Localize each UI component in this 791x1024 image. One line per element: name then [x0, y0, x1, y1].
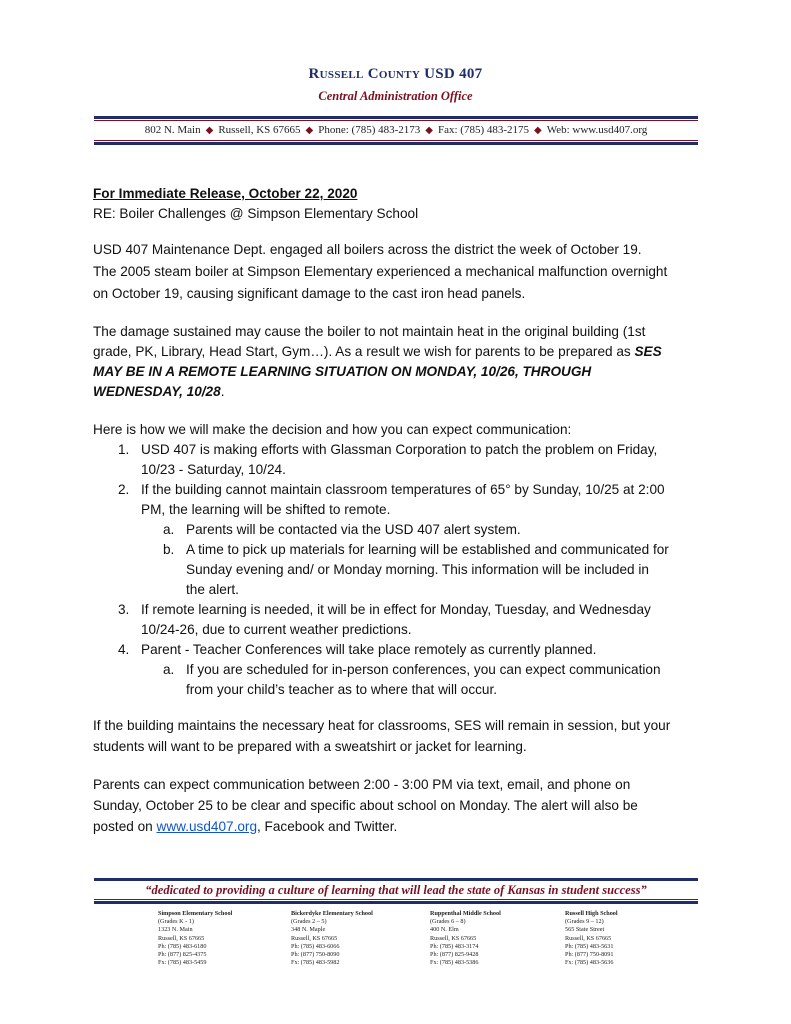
- paragraph-2-line-4: WEDNESDAY, 10/28.: [93, 384, 225, 399]
- footer-rule-thin: [94, 899, 698, 900]
- contact-phone: Phone: (785) 483-2173: [318, 124, 421, 136]
- paragraph-2-line-2: grade, PK, Library, Head Start, Gym…). As a result we wish for parents to be prepared as SES: [93, 344, 662, 359]
- header-rule-top: [94, 116, 698, 119]
- list-intro: Here is how we will make the decision and how you can expect communication:: [93, 422, 572, 437]
- paragraph-5-line-1: Parents can expect communication between 2:00 - 3:00 PM via text, email, and phone on: [93, 777, 631, 792]
- paragraph-5-line-2: Sunday, October 25 to be clear and specific about school on Monday. The alert will also be: [93, 798, 638, 813]
- list-letter-4a: a.: [163, 662, 175, 677]
- list-item-3-line-1: If remote learning is needed, it will be in effect for Monday, Tuesday, and Wednesday: [141, 602, 651, 617]
- school-block-simpson: Simpson Elementary School (Grades K - 1) 1323 N. Main Russell, KS 67665 Ph: (785) 483-6180 Ph: (877) 825-4375 Fx: (785) 483-5459: [158, 910, 233, 967]
- diamond-icon: ◆: [305, 125, 314, 136]
- list-number-1: 1.: [118, 442, 130, 457]
- list-item-3-line-2: 10/24-26, due to current weather predictions.: [141, 622, 412, 637]
- diamond-icon: ◆: [425, 125, 433, 136]
- list-number-3: 3.: [118, 602, 130, 617]
- re-line: RE: Boiler Challenges @ Simpson Elementary School: [93, 206, 419, 221]
- paragraph-5-line-3: posted on www.usd407.org, Facebook and Twitter.: [93, 819, 398, 834]
- school-block-ruppenthal: Ruppenthal Middle School (Grades 6 – 8) 400 N. Elm Russell, KS 67665 Ph: (785) 483-3174 Ph: (877) 825-9428 Fx: (785) 483-5386: [430, 910, 501, 967]
- paragraph-4-line-1: If the building maintains the necessary heat for classrooms, SES will remain in session, but your: [93, 718, 671, 733]
- list-number-4: 4.: [118, 642, 130, 657]
- list-item-1-line-1: USD 407 is making efforts with Glassman Corporation to patch the problem on Friday,: [141, 442, 658, 457]
- motto: “dedicated to providing a culture of learning that will lead the state of Kansas in student success”: [145, 883, 647, 897]
- contact-city: Russell, KS 67665: [218, 124, 301, 136]
- school-block-russell-high: Russell High School (Grades 9 – 12) 565 State Street Russell, KS 67665 Ph: (785) 483-5631 Ph: (877) 750-8091 Fx: (785) 483-5636: [565, 910, 618, 967]
- paragraph-1-line-2: The 2005 steam boiler at Simpson Elementary experienced a mechanical malfunction overnight: [93, 264, 668, 279]
- list-item-4a-line-2: from your child’s teacher as to where that will occur.: [186, 682, 498, 697]
- paragraph-2-line-3: MAY BE IN A REMOTE LEARNING SITUATION ON MONDAY, 10/26, THROUGH: [93, 364, 592, 379]
- school-block-bickerdyke: Bickerdyke Elementary School (Grades 2 – 5) 348 N. Maple Russell, KS 67665 Ph: (785) 483-6066 Ph: (877) 750-8090 Fx: (785) 483-5982: [291, 910, 373, 967]
- release-heading: For Immediate Release, October 22, 2020: [93, 186, 358, 201]
- list-letter-2a: a.: [163, 522, 175, 537]
- header-rule-bottom: [94, 142, 698, 145]
- list-item-2-line-1: If the building cannot maintain classroom temperatures of 65° by Sunday, 10/25 at 2:00: [141, 482, 665, 497]
- contact-address: 802 N. Main: [144, 124, 201, 136]
- list-item-2b-line-2: Sunday evening and/ or Monday morning. This information will be included in: [186, 562, 649, 577]
- header-rule-top-thin: [94, 120, 698, 121]
- header-rule-bottom-thin: [94, 140, 698, 141]
- list-item-2-line-2: PM, the learning will be shifted to remote.: [141, 502, 391, 517]
- list-item-4a-line-1: If you are scheduled for in-person conferences, you can expect communication: [186, 662, 661, 677]
- list-item-2a: Parents will be contacted via the USD 407 alert system.: [186, 522, 521, 537]
- list-item-1-line-2: 10/23 - Saturday, 10/24.: [141, 462, 286, 477]
- diamond-icon: ◆: [534, 125, 542, 136]
- paragraph-1-line-3: on October 19, causing significant damage to the cast iron head panels.: [93, 286, 526, 301]
- list-item-2b-line-1: A time to pick up materials for learning will be established and communicated for: [186, 542, 669, 557]
- office-name: Central Administration Office: [318, 89, 473, 103]
- list-item-2b-line-3: the alert.: [186, 582, 239, 597]
- footer-rule-top: [94, 878, 698, 881]
- list-item-4-line-1: Parent - Teacher Conferences will take place remotely as currently planned.: [141, 642, 597, 657]
- org-name: Russell County USD 407: [308, 66, 483, 82]
- paragraph-4-line-2: students will want to be prepared with a sweatshirt or jacket for learning.: [93, 739, 527, 754]
- contact-line: [94, 124, 698, 136]
- contact-fax: Fax: (785) 483-2175: [437, 124, 530, 136]
- list-number-2: 2.: [118, 482, 130, 497]
- paragraph-2-line-1: The damage sustained may cause the boiler to not maintain heat in the original building (1st: [93, 324, 646, 339]
- website-link[interactable]: www.usd407.org: [156, 819, 257, 834]
- footer-rule-bottom: [94, 901, 698, 904]
- contact-web: Web: www.usd407.org: [546, 124, 648, 136]
- paragraph-1-line-1: USD 407 Maintenance Dept. engaged all boilers across the district the week of October 19.: [93, 242, 642, 257]
- list-letter-2b: b.: [163, 542, 175, 557]
- diamond-icon: ◆: [205, 125, 214, 136]
